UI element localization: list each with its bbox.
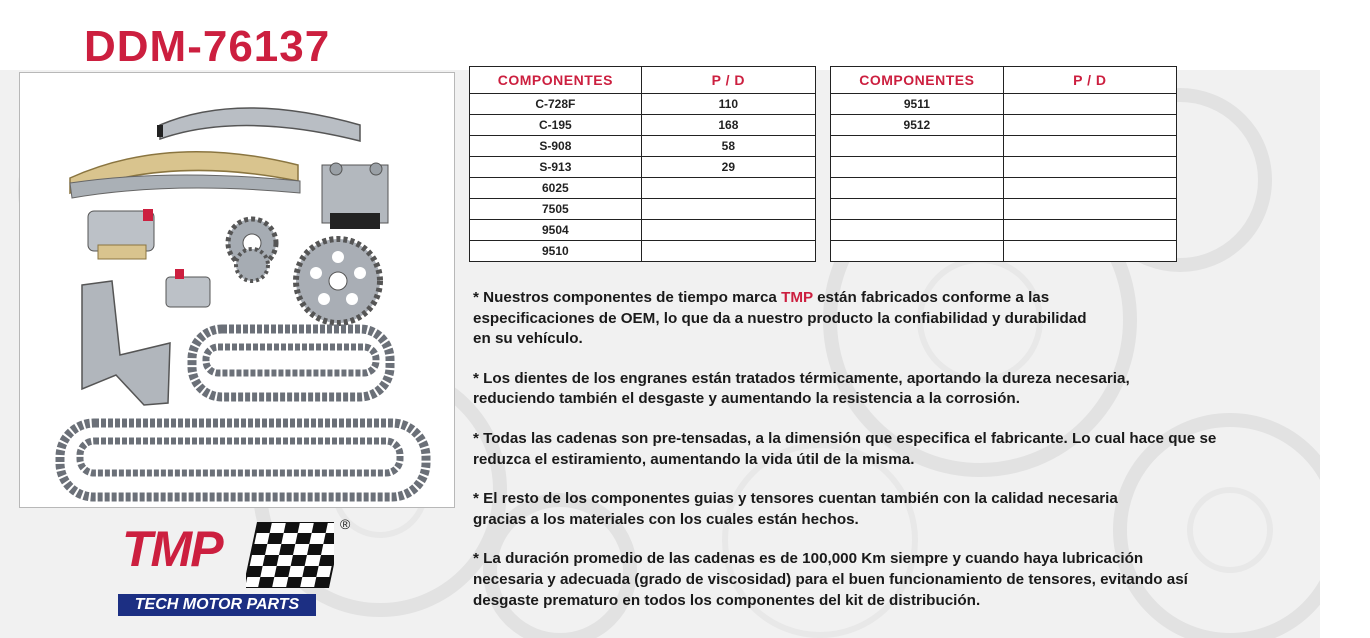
- table-row: [831, 136, 1177, 157]
- tensioner-2: [166, 277, 210, 307]
- timing-chain-short: [192, 329, 390, 397]
- header-componentes: COMPONENTES: [831, 67, 1004, 94]
- table-row: [470, 178, 816, 199]
- bracket-base: [330, 213, 380, 229]
- header-pd: P / D: [1003, 67, 1176, 94]
- component-cell: [831, 241, 1004, 262]
- component-cell: 9510: [470, 241, 642, 262]
- pd-cell: [641, 220, 815, 241]
- chain-guide-rail: [70, 175, 300, 198]
- checkered-flag-icon: [246, 522, 334, 588]
- table-row: [470, 220, 816, 241]
- component-cell: [831, 199, 1004, 220]
- table-row: [831, 178, 1177, 199]
- guide-plate: [82, 281, 170, 405]
- pd-cell: [1003, 94, 1176, 115]
- table-row: [831, 115, 1177, 136]
- table-row: [831, 220, 1177, 241]
- pd-cell: 58: [641, 136, 815, 157]
- component-cell: 6025: [470, 178, 642, 199]
- table-header-row: [831, 67, 1177, 94]
- component-cell: 9504: [470, 220, 642, 241]
- component-cell: C-195: [470, 115, 642, 136]
- pd-cell: [1003, 199, 1176, 220]
- header-pd: P / D: [641, 67, 815, 94]
- pd-cell: [1003, 136, 1176, 157]
- pd-cell: 29: [641, 157, 815, 178]
- registered-mark: ®: [340, 516, 351, 532]
- pd-cell: [641, 241, 815, 262]
- chain-guide-upper: [160, 108, 360, 141]
- component-cell: S-913: [470, 157, 642, 178]
- table-row: [831, 157, 1177, 178]
- product-notes: [473, 288, 1363, 630]
- table-row: [470, 115, 816, 136]
- logo-tagline: TECH MOTOR PARTS: [118, 594, 316, 616]
- note-oem-start: * Nuestros componentes de tiempo marca: [473, 289, 782, 306]
- pd-cell: [641, 199, 815, 220]
- pd-cell: [1003, 157, 1176, 178]
- table-row: [831, 94, 1177, 115]
- component-cell: [831, 136, 1004, 157]
- note-durability: * La duración promedio de las cadenas es de 100,000 Km siempre y cuando haya lubricación necesaria y adecuada (grado de viscosidad) para el buen funcionamiento de tensores, evitando así desgaste prematuro en todos los componentes del kit de distribución.: [473, 550, 1188, 609]
- pd-cell: [1003, 220, 1176, 241]
- pd-cell: 110: [641, 94, 815, 115]
- pd-cell: [1003, 115, 1176, 136]
- timing-kit-illustration: [20, 73, 454, 507]
- tmp-logo: [118, 518, 358, 618]
- component-cell: 9511: [831, 94, 1004, 115]
- product-code-title: DDM-76137: [84, 22, 331, 71]
- component-cell: S-908: [470, 136, 642, 157]
- table-row: [831, 241, 1177, 262]
- pd-cell: [1003, 178, 1176, 199]
- component-cell: [831, 178, 1004, 199]
- component-cell: 9512: [831, 115, 1004, 136]
- table-row: [470, 94, 816, 115]
- note-oem-end: están fabricados conforme a las especificaciones de OEM, lo que da a nuestro producto la confiabilidad y durabilidad en su vehículo.: [473, 289, 1087, 348]
- table-row: [470, 199, 816, 220]
- timing-chain-long: [60, 423, 426, 497]
- table-row: [470, 136, 816, 157]
- table-row: [470, 241, 816, 262]
- component-cell: C-728F: [470, 94, 642, 115]
- note-oem: [473, 288, 1363, 350]
- component-cell: [831, 157, 1004, 178]
- brand-name: TMP: [781, 289, 813, 306]
- header-componentes: COMPONENTES: [470, 67, 642, 94]
- note-guides: * El resto de los componentes guias y tensores cuentan también con la calidad necesaria gracias a los materiales con los cuales están hechos.: [473, 490, 1118, 528]
- note-gears: * Los dientes de los engranes están tratados térmicamente, aportando la dureza necesaria, reduciendo también el desgaste y aumentando la resistencia a la corrosión.: [473, 369, 1130, 408]
- pd-cell: [1003, 241, 1176, 262]
- table-header-row: [470, 67, 816, 94]
- component-cell: [831, 220, 1004, 241]
- pd-cell: [641, 178, 815, 199]
- product-photo: [19, 72, 455, 508]
- table-row: [470, 157, 816, 178]
- note-chains: * Todas las cadenas son pre-tensadas, a la dimensión que especifica el fabricante. Lo cual hace que se reduzca el estiramiento, aumentando la vida útil de la misma.: [473, 429, 1217, 468]
- components-table-1: [469, 66, 816, 262]
- pd-cell: 168: [641, 115, 815, 136]
- component-cell: 7505: [470, 199, 642, 220]
- logo-word: TMP: [122, 521, 222, 577]
- components-table-2: [830, 66, 1177, 262]
- table-row: [831, 199, 1177, 220]
